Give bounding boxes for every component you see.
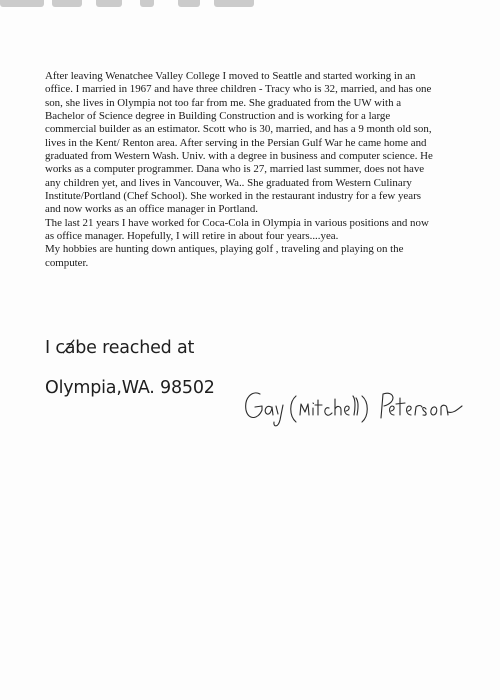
contact-address-line: Olympia,WA. 98502: [45, 378, 215, 398]
letter-line: After leaving Wenatchee Valley College I moved to Seattle and started working in an: [45, 70, 416, 82]
letter-line: My hobbies are hunting down antiques, playing golf , traveling and playing on the: [45, 243, 404, 256]
letter-line: Institute/Portland (Chef School). She worked in the restaurant industry for a few years: [45, 190, 421, 203]
letter-line: Bachelor of Science degree in Building Construction and is working for a large: [45, 110, 391, 123]
letter-line: son, she lives in Olympia not too far from me. She graduated from the UW with a: [45, 96, 402, 109]
contact-reach-line: I ca̸be reached at: [45, 338, 195, 358]
scan-edge-artifact: [0, 0, 500, 9]
letter-line: computer.: [45, 256, 89, 269]
letter-line: graduated from Western Wash. Univ. with a degree in business and computer science. He: [45, 150, 433, 163]
letter-line: commercial builder as an estimator. Scott who is 30, married, and has a 9 month old son,: [45, 123, 432, 136]
letter-line: office. I married in 1967 and have three children - Tracy who is 32, married, and has one: [45, 83, 432, 96]
handwritten-signature: [238, 382, 468, 432]
letter-line: The last 21 years I have worked for Coca-Cola in Olympia in various positions and now: [45, 216, 429, 229]
letter-line: any children yet, and lives in Vancouver, Wa.. She graduated from Western Culinary: [45, 176, 412, 189]
letter-line: as office manager. Hopefully, I will retire in about four years....yea.: [45, 230, 339, 243]
letter-body: [45, 70, 477, 270]
letter-line: lives in the Kent/ Renton area. After serving in the Persian Gulf War he came home and: [45, 136, 427, 149]
letter-line: works as a computer programmer. Dana who is 27, married last summer, does not have: [45, 163, 425, 176]
letter-line: and now works as an office manager in Portland.: [45, 203, 259, 216]
